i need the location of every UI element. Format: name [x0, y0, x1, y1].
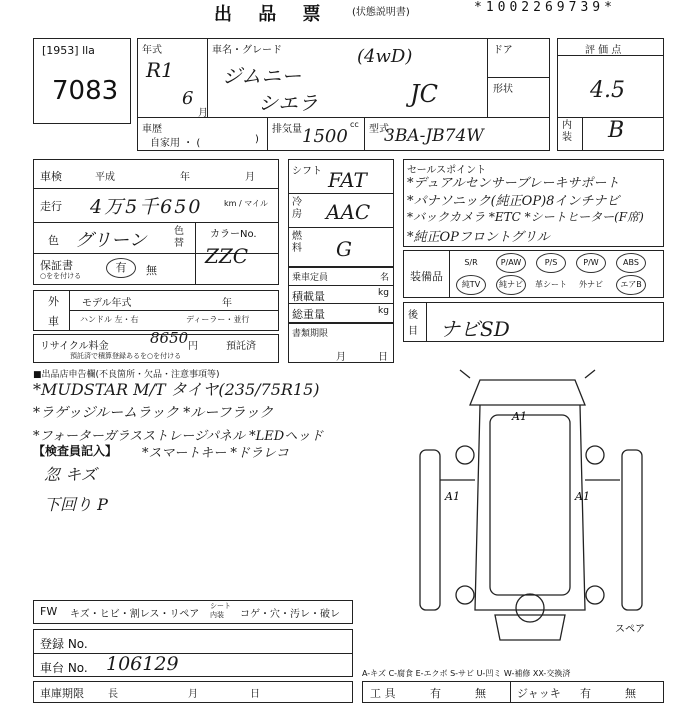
serial-number: *1002269739* — [474, 0, 616, 15]
type-value: 3BA-JB74W — [384, 126, 484, 146]
remark-1: *MUDSTAR M/T タイヤ(235/75R15) — [33, 380, 320, 399]
chassis-label: 車台 No. — [40, 661, 88, 675]
equip-navi: 純ナビ — [496, 275, 526, 295]
jack-yes: 有 — [580, 687, 591, 700]
recycle-value: 8650 — [150, 329, 189, 347]
warranty-yes[interactable]: 有 — [106, 258, 136, 278]
model-name1: ジムニー — [222, 64, 302, 88]
equip-airbag: エアB — [616, 275, 646, 295]
lot-number: 7083 — [52, 76, 119, 106]
inspection-month: 月 — [245, 172, 255, 183]
tools-no: 無 — [475, 687, 486, 700]
equip-ps: P/S — [536, 253, 566, 273]
inspector-note-2: 下回り P — [44, 495, 108, 514]
foreign-model-year: モデル年式 — [82, 298, 132, 309]
fuel-label: 燃料 — [292, 231, 302, 254]
fw-seat-label: シート内装 — [210, 602, 231, 619]
remark-2: *ラゲッジルームラック *ルーフラック — [33, 405, 274, 421]
tools-label: 工 具 — [370, 687, 396, 700]
lot-tag: [1953] lla — [42, 44, 95, 57]
ac-label: 冷房 — [292, 197, 302, 220]
damage-mark-roof: A1 — [512, 410, 527, 423]
model-name2: シエラ — [258, 91, 318, 115]
equip-paw: P/AW — [496, 253, 526, 273]
capacity-unit: 名 — [380, 273, 390, 283]
interior-score: B — [608, 118, 625, 143]
ac-value: AAC — [326, 200, 371, 224]
recycle-label: リサイクル料金 — [40, 341, 109, 352]
type-label: 型式 — [369, 124, 389, 135]
fw-label: FW — [40, 605, 58, 618]
expiry-day: 日 — [378, 352, 388, 363]
equipment-label: 装備品 — [410, 270, 443, 283]
color-repaint: 色替 — [174, 226, 184, 249]
garage-label: 車庫期限 — [40, 687, 84, 700]
remark-3: *フォーターガラスストレージパネル *LEDヘッド — [33, 429, 324, 444]
model-drive: (4wD) — [357, 46, 413, 67]
equip-ext-navi: 外ナビ — [579, 280, 603, 289]
color-label: 色 — [48, 234, 59, 247]
sales-point-4: *純正OPフロントグリル — [407, 230, 550, 245]
model-label: 車名・グレード — [212, 45, 282, 56]
shift-value: FAT — [328, 168, 367, 192]
model-grade: JC — [410, 80, 438, 108]
year-era: R1 — [146, 58, 174, 82]
registration-label: 登録 No. — [40, 637, 88, 651]
history-close: ) — [255, 134, 259, 145]
equip-abs: ABS — [616, 253, 646, 273]
damage-legend: A-キズ C-腐食 E-エクボ S-サビ U-凹ミ W-補修 XX-交換済 — [362, 669, 571, 678]
interior-label: 内 装 — [562, 120, 572, 143]
rear-value: ナビSD — [440, 317, 510, 341]
displacement-label: 排気量 — [272, 124, 302, 135]
color-value: グリーン — [75, 230, 147, 251]
equip-pw: P/W — [576, 253, 606, 273]
load-label: 積載量 — [292, 290, 325, 303]
capacity-label: 乗車定員 — [292, 273, 329, 283]
shift-label: シフト — [292, 166, 322, 177]
car-right-side — [622, 450, 642, 610]
history-label: 車歴 — [142, 124, 162, 135]
car-diagram — [400, 360, 670, 652]
mileage-value: 4万5千650 — [90, 196, 203, 218]
equip-leather: 革シート — [535, 280, 567, 289]
fw-seat-text: コゲ・穴・汚レ・破レ — [240, 609, 340, 620]
color-code-label: カラーNo. — [210, 229, 257, 240]
fuel-value: G — [336, 237, 352, 261]
foreign-label2: 車 — [48, 315, 59, 328]
foreign-handle: ハンドル 左・右 — [80, 315, 139, 324]
car-left-side — [420, 450, 440, 610]
foreign-dealer: ディーラー・並行 — [186, 315, 250, 324]
chassis-value: 106129 — [106, 653, 179, 675]
shape-label: 形状 — [493, 84, 513, 95]
warranty-no: 無 — [146, 264, 157, 277]
inspection-era: 平成 — [95, 172, 115, 183]
damage-mark-right: A1 — [575, 490, 590, 503]
mileage-units: km / マイル — [224, 199, 269, 208]
sales-points-label: セールスポイント — [407, 165, 487, 176]
garage-c2: 月 — [188, 689, 198, 700]
sales-point-2: *パナソニック(純正OP)8インチナビ — [407, 194, 620, 209]
equip-tv: 純TV — [456, 275, 486, 295]
inspection-label: 車検 — [40, 170, 62, 183]
sales-point-1: *デュアルセンサーブレーキサポート — [407, 176, 620, 191]
expiry-month: 月 — [336, 352, 346, 363]
tools-yes: 有 — [430, 687, 441, 700]
warranty-note: ○をを付ける — [40, 272, 82, 280]
year-label: 年式 — [142, 45, 162, 56]
displacement-value: 1500 — [302, 126, 348, 147]
jack-label: ジャッキ — [517, 687, 561, 700]
history-value: 自家用 ・ ( — [150, 138, 201, 149]
recycle-deposit: 預託済 — [226, 341, 256, 352]
inspector-label: 【検査員記入】 — [33, 444, 118, 458]
inspection-year: 年 — [180, 172, 190, 183]
inspector-note-1: 忽 キズ — [44, 465, 97, 484]
equip-sr: S/R — [464, 258, 478, 267]
gross-label: 総重量 — [292, 308, 325, 321]
inspector-extra: *スマートキー *ドラレコ — [142, 446, 289, 461]
expiry-label: 書類期限 — [292, 329, 329, 339]
score-label: 評 価 点 — [585, 45, 622, 56]
header-title: 出 品 票 — [214, 4, 331, 25]
rear-label2: 目 — [408, 326, 418, 337]
car-front-outline — [470, 380, 585, 405]
remarks-label: ■出品店申告欄(不良箇所・欠品・注意事項等) — [33, 370, 220, 380]
garage-c3: 日 — [250, 689, 260, 700]
mileage-label: 走行 — [40, 200, 62, 213]
door-label: ドア — [493, 45, 513, 56]
car-roof — [490, 415, 570, 595]
gross-unit: kg — [378, 306, 389, 316]
recycle-note: 預託済で積算登録あるを○を付ける — [70, 352, 182, 360]
rear-label1: 後 — [408, 310, 418, 321]
color-code: ZZC — [205, 244, 249, 268]
jack-no: 無 — [625, 687, 636, 700]
score-value: 4.5 — [590, 78, 625, 103]
fw-text: キズ・ヒビ・割レス・リペア — [70, 609, 200, 620]
spare-label: スペア — [615, 624, 645, 635]
foreign-label1: 外 — [48, 295, 59, 308]
foreign-year: 年 — [222, 298, 232, 309]
damage-mark-left: A1 — [445, 490, 460, 503]
garage-c1: 長 — [108, 689, 118, 700]
displacement-unit: cc — [350, 120, 359, 129]
header-subtitle: (状態説明書) — [352, 7, 410, 18]
recycle-unit: 円 — [188, 341, 198, 352]
sales-point-3: *バックカメラ *ETC *シートヒーター(F席) — [407, 210, 644, 224]
load-unit: kg — [378, 288, 389, 298]
year-month: 6 — [182, 88, 194, 109]
year-month-unit: 月 — [198, 108, 208, 119]
warranty-label: 保証書 — [40, 259, 73, 272]
